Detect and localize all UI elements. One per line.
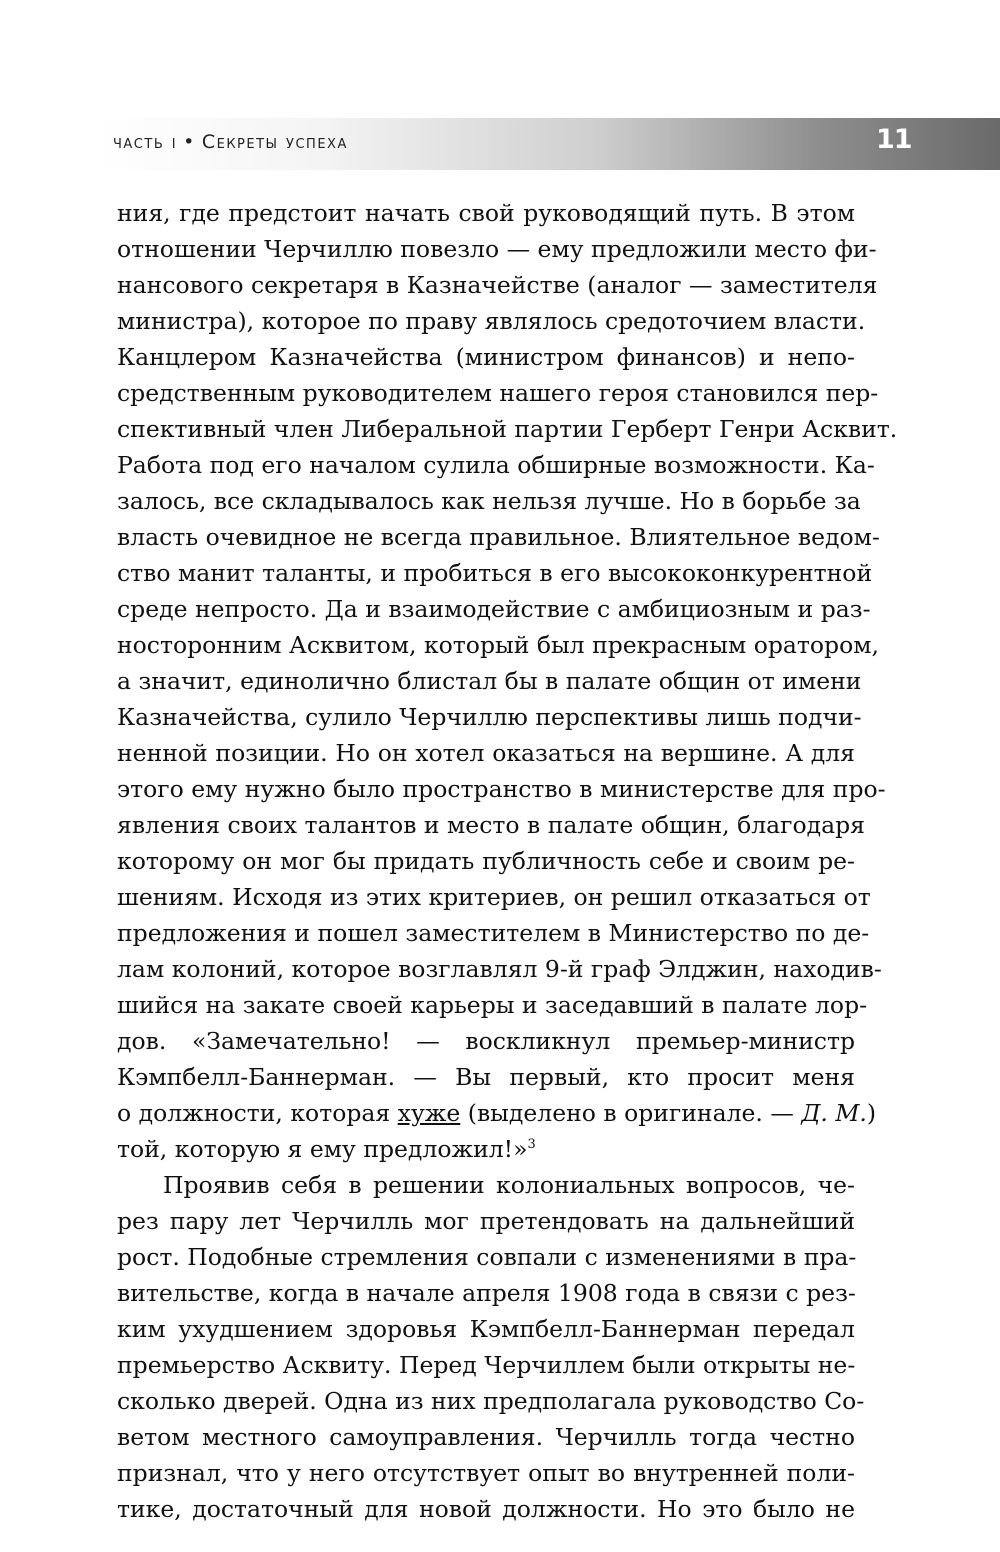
text-line: дов. «Замечательно! — воскликнул премьер-министр	[117, 1027, 855, 1055]
underlined-word: хуже	[397, 1099, 461, 1127]
text-line: ство манит таланты, и пробиться в его высококонкурентной	[117, 559, 873, 587]
text-line: лам колоний, которое возглавлял 9-й граф Элджин, находив-	[117, 955, 882, 983]
text-line: власть очевидное не всегда правильное. Влиятельное ведом-	[117, 523, 880, 551]
text-line: этого ему нужно было пространство в министерстве для про-	[117, 775, 886, 803]
line-segment: о должности, которая	[117, 1099, 398, 1127]
text-line: шийся на закате своей карьеры и заседавший в палате лор-	[117, 991, 868, 1019]
text-line: тике, достаточный для новой должности. Но это было не	[117, 1495, 855, 1523]
text-line: Казначейства, сулило Черчиллю перспективы лишь подчи-	[117, 703, 862, 731]
text-line: носторонним Асквитом, который был прекрасным оратором,	[117, 631, 879, 659]
text-line: Работа под его началом сулила обширные возможности. Ка-	[117, 451, 875, 479]
author-initials: Д. М.	[801, 1099, 867, 1127]
bullet-separator: •	[183, 131, 196, 153]
text-line-with-emphasis	[117, 1095, 877, 1131]
body-text	[117, 195, 898, 1527]
text-line: ветом местного самоуправления. Черчилль тогда честно	[117, 1423, 855, 1451]
page-number: 11	[876, 124, 912, 155]
text-line: нансового секретаря в Казначействе (аналог — заместителя	[117, 271, 878, 299]
text-line: ненной позиции. Но он хотел оказаться на вершине. А для	[117, 739, 855, 767]
text-line: среде непросто. Да и взаимодействие с амбициозным и раз-	[117, 595, 871, 623]
section-title: Секреты успеха	[201, 131, 348, 153]
part-label: часть i	[113, 131, 178, 153]
text-line: Кэмпбелл-Баннерман. — Вы первый, кто просит меня	[117, 1063, 855, 1091]
text-line: шениям. Исходя из этих критериев, он решил отказаться от	[117, 883, 871, 911]
text-line: рез пару лет Черчилль мог претендовать на дальнейший	[117, 1207, 855, 1235]
text-line: премьерство Асквиту. Перед Черчиллем были открыты не-	[117, 1351, 856, 1379]
text-line: Канцлером Казначейства (министром финансов) и непо-	[117, 343, 855, 371]
text-line: ким ухудшением здоровья Кэмпбелл-Баннерман передал	[117, 1315, 855, 1343]
text-line: министра), которое по праву являлось средоточием власти.	[117, 307, 866, 335]
text-line: вительстве, когда в начале апреля 1908 года в связи с рез-	[117, 1279, 856, 1307]
text-line: спективный член Либеральной партии Герберт Генри Асквит.	[117, 415, 898, 443]
text-line-last	[117, 1131, 855, 1167]
text-line: сколько дверей. Одна из них предполагала руководство Со-	[117, 1387, 865, 1415]
text-line: которому он мог бы придать публичность себе и своим ре-	[117, 847, 855, 875]
line-segment: )	[866, 1099, 877, 1127]
text-line: ния, где предстоит начать свой руководящий путь. В этом	[117, 199, 855, 227]
text-line: средственным руководителем нашего героя становился пер-	[117, 379, 879, 407]
text-line: а значит, единолично блистал бы в палате общин от имени	[117, 667, 862, 695]
running-head	[113, 131, 348, 153]
text-line: залось, все складывалось как нельзя лучше. Но в борьбе за	[117, 487, 861, 515]
text-line: явления своих талантов и место в палате общин, благодаря	[117, 811, 865, 839]
line-segment: (выделено в оригинале. —	[460, 1099, 802, 1127]
line-segment: той, которую я ему предложил!»	[117, 1135, 528, 1163]
footnote-marker[interactable]: 3	[527, 1137, 536, 1152]
paragraph-1	[117, 195, 898, 1167]
text-line: признал, что у него отсутствует опыт во внутренней поли-	[117, 1459, 855, 1487]
text-line: Проявив себя в решении колониальных вопросов, че-	[163, 1171, 855, 1199]
text-line: предложения и пошел заместителем в Министерство по де-	[117, 919, 870, 947]
text-line: рост. Подобные стремления совпали с изменениями в пра-	[117, 1243, 857, 1271]
paragraph-2	[117, 1167, 865, 1527]
text-line: отношении Черчиллю повезло — ему предложили место фи-	[117, 235, 877, 263]
